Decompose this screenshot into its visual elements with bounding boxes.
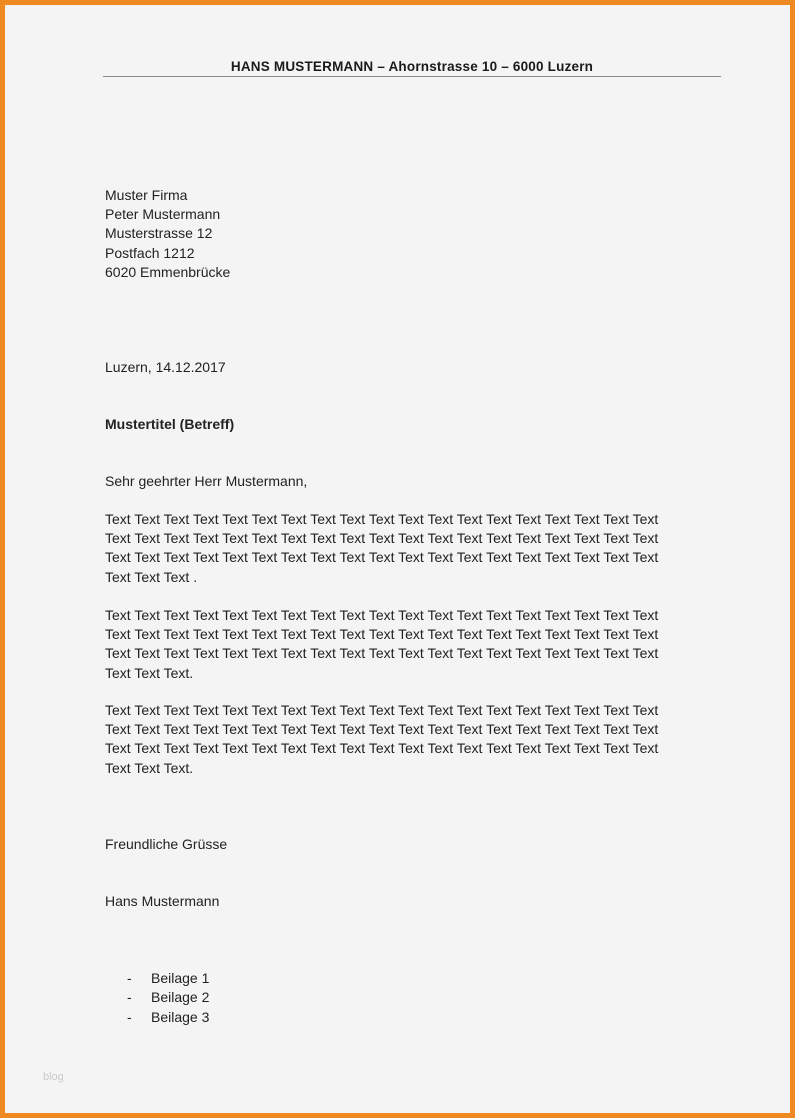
body-paragraph-1: Text Text Text Text Text Text Text Text Text Text Text Text Text Text Text Text Text Text Text Text Text Text Text Text Text Text Text Text Text Text Text Text Text Text Text Text Text Text Text Text Text Text Text Text Text Text Text Text Text Text Text Text Text Text Text Text Text Text Text Text . bbox=[105, 511, 659, 585]
recipient-address bbox=[105, 186, 230, 282]
enclosure-label: Beilage 2 bbox=[151, 989, 210, 1006]
body-paragraph-2: Text Text Text Text Text Text Text Text Text Text Text Text Text Text Text Text Text Text Text Text Text Text Text Text Text Text Text Text Text Text Text Text Text Text Text Text Text Text Text Text Text Text Text Text Text Text Text Text Text Text Text Text Text Text Text Text Text Text Text Text. bbox=[105, 607, 659, 681]
salutation: Sehr geehrter Herr Mustermann, bbox=[105, 473, 308, 489]
closing: Freundliche Grüsse bbox=[105, 836, 228, 852]
enclosure-label: Beilage 3 bbox=[151, 1008, 210, 1025]
letterhead-rule bbox=[103, 76, 721, 77]
watermark: blog bbox=[43, 1071, 64, 1083]
list-bullet: - bbox=[127, 989, 132, 1006]
body-paragraph-3: Text Text Text Text Text Text Text Text Text Text Text Text Text Text Text Text Text Text Text Text Text Text Text Text Text Text Text Text Text Text Text Text Text Text Text Text Text Text Text Text Text Text Text Text Text Text Text Text Text Text Text Text Text Text Text Text Text Text Text Text. bbox=[105, 702, 659, 776]
enclosure-list bbox=[127, 969, 209, 1027]
signer-name: Hans Mustermann bbox=[105, 893, 220, 909]
list-bullet: - bbox=[127, 970, 132, 986]
recipient-city: 6020 Emmenbrücke bbox=[105, 263, 231, 280]
letterhead: HANS MUSTERMANN – Ahornstrasse 10 – 6000 Luzern bbox=[230, 59, 594, 74]
recipient-street: Musterstrasse 12 bbox=[105, 225, 213, 242]
recipient-company: Muster Firma bbox=[105, 187, 188, 203]
list-item bbox=[127, 1008, 209, 1027]
list-item bbox=[127, 988, 209, 1007]
list-item bbox=[127, 969, 209, 988]
list-bullet: - bbox=[127, 1008, 132, 1025]
letter-subject: Mustertitel (Betreff) bbox=[105, 416, 235, 432]
enclosure-label: Beilage 1 bbox=[151, 970, 210, 986]
recipient-pobox: Postfach 1212 bbox=[105, 244, 195, 261]
letter-date: Luzern, 14.12.2017 bbox=[105, 359, 226, 375]
recipient-person: Peter Mustermann bbox=[105, 206, 221, 223]
